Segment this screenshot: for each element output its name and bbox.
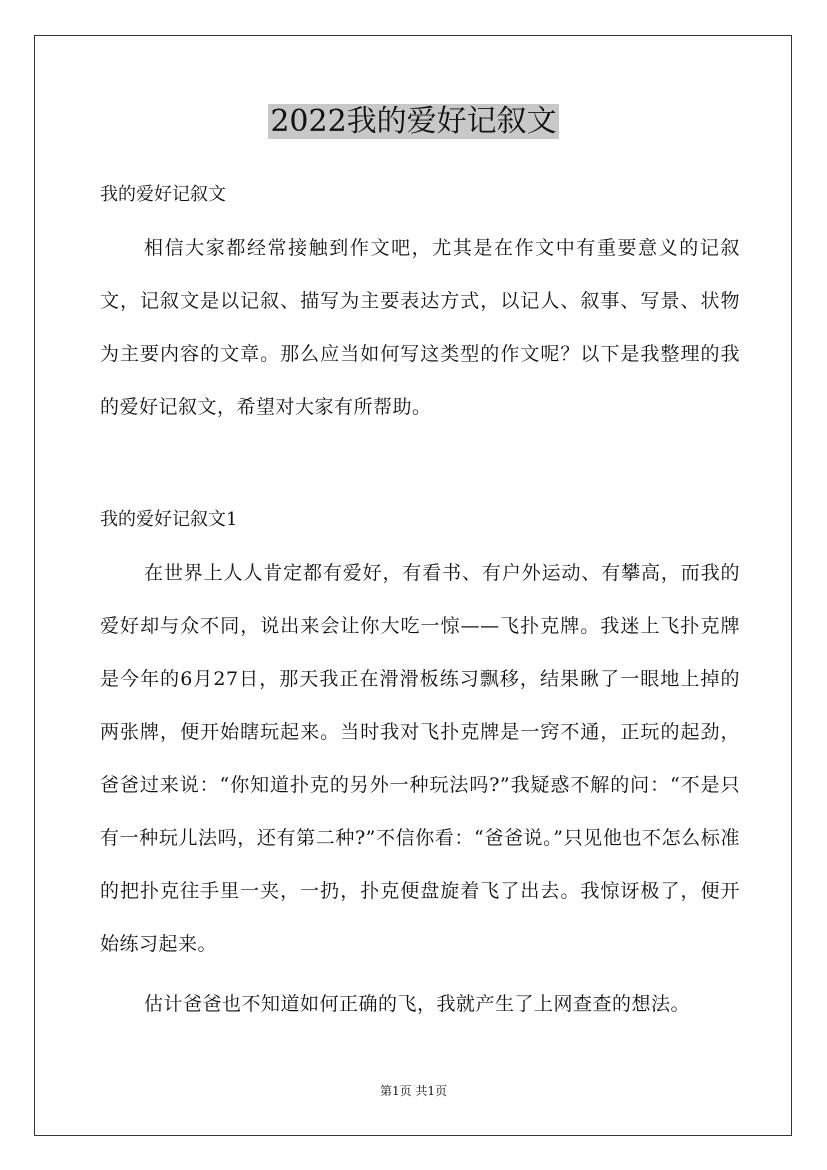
intro-paragraph: 相信大家都经常接触到作文吧，尤其是在作文中有重要意义的记叙文，记叙文是以记叙、描写为主要表达方式，以记人、叙事、写景、状物为主要内容的文章。那么应当如何写这类型的作文呢？以下是我整理的我的爱好记叙文，希望对大家有所帮助。 xyxy=(100,237,740,418)
document-title-text: 2022我的爱好记叙文 xyxy=(270,104,557,139)
section1-paragraph-2: 估计爸爸也不知道如何正确的飞，我就产生了上网查查的想法。 xyxy=(144,993,691,1015)
document-title xyxy=(0,102,827,142)
section1-paragraph-1: 在世界上人人肯定都有爱好，有看书、有户外运动、有攀高，而我的爱好却与众不同，说出来会让你大吃一惊——飞扑克牌。我迷上飞扑克牌是今年的6月27日，那天我正在滑滑板练习飘移，结果瞅了一眼地上掉的两张牌，便开始瞎玩起来。当时我对飞扑克牌是一窍不通，正玩的起劲，爸爸过来说：“你知道扑克的另外一种玩法吗?”我疑惑不解的问：“不是只有一种玩儿法吗，还有第二种?”不信你看：“爸爸说。”只见他也不怎么标准的把扑克往手里一夹，一扔，扑克便盘旋着飞了出去。我惊讶极了，便开始练习起来。 xyxy=(100,562,740,955)
section1-heading: 我的爱好记叙文1 xyxy=(100,509,238,530)
intro-heading: 我的爱好记叙文 xyxy=(100,184,226,205)
page-footer: 第1页 共1页 xyxy=(379,1084,448,1098)
